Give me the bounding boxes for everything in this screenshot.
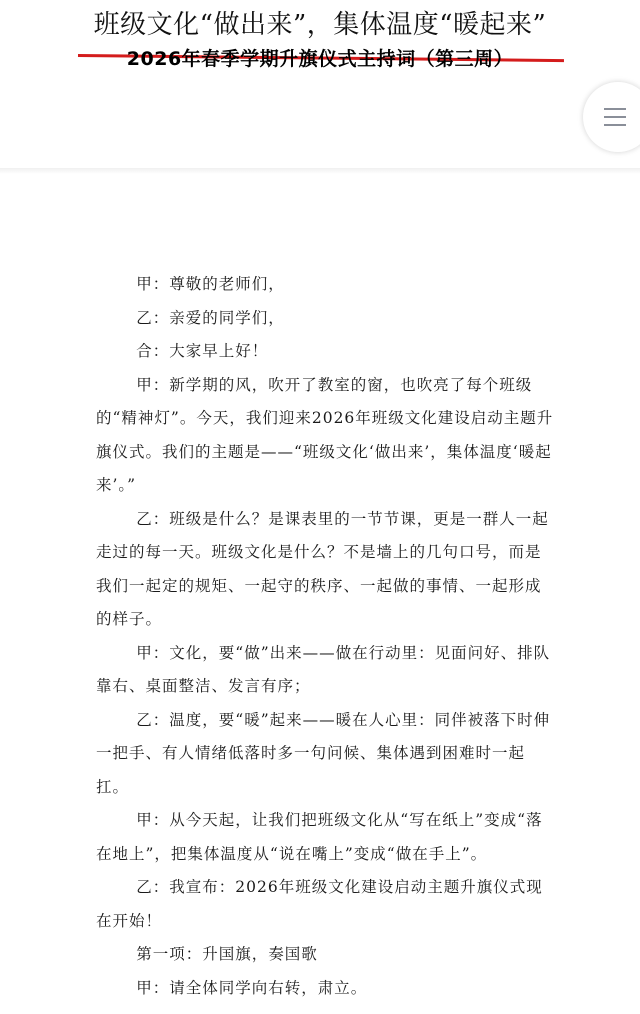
paragraph: 乙：亲爱的同学们， bbox=[136, 308, 285, 327]
paragraph: 甲：尊敬的老师们， bbox=[136, 275, 285, 293]
menu-button[interactable] bbox=[583, 82, 640, 152]
script-body bbox=[96, 268, 556, 1005]
hamburger-menu-icon bbox=[604, 108, 626, 110]
paragraph: 甲：文化，要“做”出来——做在行动里：见面问好、排队靠右、桌面整洁、发言有序； bbox=[96, 643, 551, 695]
paragraph: 合：大家早上好！ bbox=[136, 342, 269, 360]
header-divider bbox=[0, 168, 640, 174]
paragraph: 甲：从今天起，让我们把班级文化从“写在纸上”变成“落在地上”，把集体温度从“说在嘴上”变成“做在手上”。 bbox=[96, 811, 543, 863]
paragraph: 第一项：升国旗，奏国歌 bbox=[136, 945, 318, 963]
page-title: 班级文化“做出来”，集体温度“暖起来” bbox=[93, 10, 547, 40]
page-subtitle: 2026年春季学期升旗仪式主持词（第三周） bbox=[126, 48, 514, 70]
hamburger-menu-icon-bar bbox=[604, 116, 626, 118]
paragraph: 乙：温度，要“暖”起来——暖在人心里：同伴被落下时伸一把手、有人情绪低落时多一句问候、集体遇到困难时一起扛。 bbox=[96, 710, 551, 796]
paragraph: 乙：我宣布：2026年班级文化建设启动主题升旗仪式现在开始！ bbox=[96, 878, 543, 930]
paragraph: 乙：班级是什么？是课表里的一节节课，更是一群人一起走过的每一天。班级文化是什么？不是墙上的几句口号，而是我们一起定的规矩、一起守的秩序、一起做的事情、一起形成的样子。 bbox=[96, 509, 549, 628]
hamburger-menu-icon-bar bbox=[604, 124, 626, 126]
paragraph: 甲：新学期的风，吹开了教室的窗，也吹亮了每个班级的“精神灯”。今天，我们迎来2026年班级文化建设启动主题升旗仪式。我们的主题是——“班级文化‘做出来’，集体温度‘暖起来’。” bbox=[96, 375, 554, 494]
paragraph: 甲：请全体同学向右转，肃立。 bbox=[136, 978, 368, 997]
